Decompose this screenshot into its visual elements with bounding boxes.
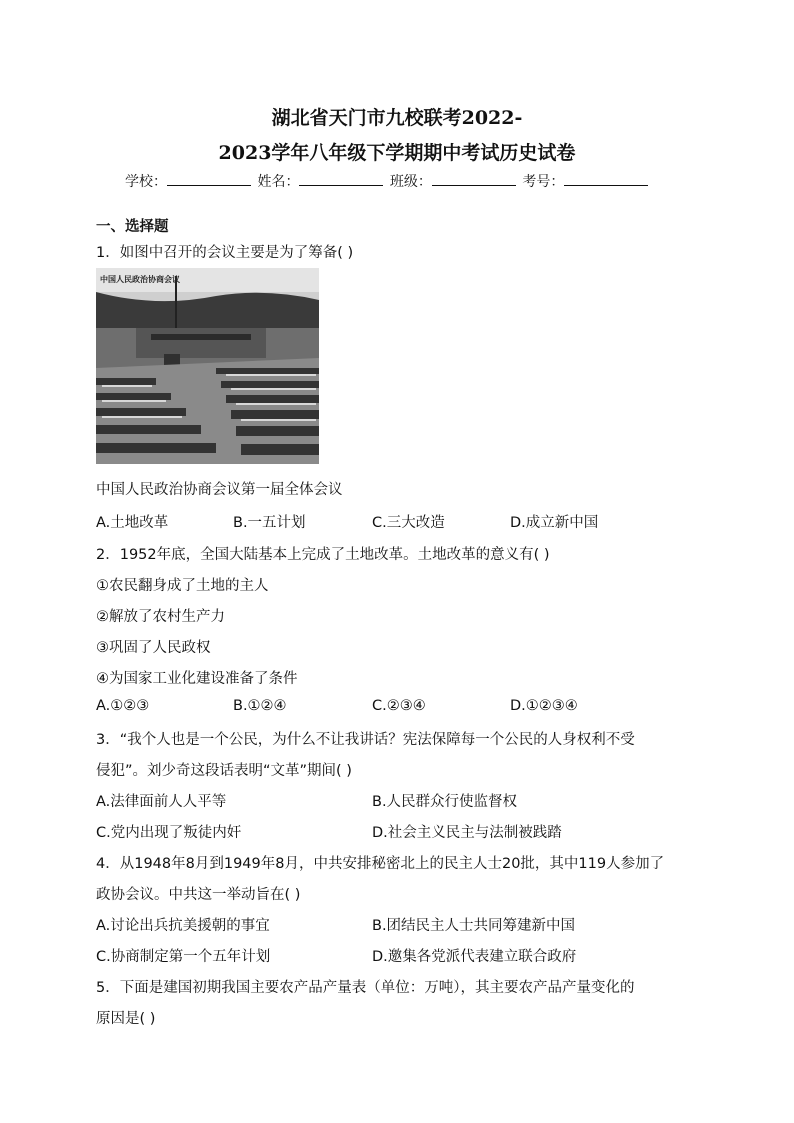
name-label: 姓名： [257, 174, 300, 190]
q2-option-c[interactable]: C.②③④ [372, 698, 426, 714]
q2-option-b[interactable]: B.①②④ [233, 698, 287, 714]
q2-item-4: ④为国家工业化建设准备了条件 [96, 671, 298, 687]
q4-stem-line1: 4．从1948年8月到1949年8月，中共安排秘密北上的民主人士20批，其中119人参加了 [96, 856, 665, 872]
number-blank[interactable] [564, 172, 648, 186]
q1-option-c[interactable]: C.三大改造 [372, 515, 445, 531]
q3-option-b[interactable]: B.人民群众行使监督权 [372, 794, 518, 810]
q3-option-a[interactable]: A.法律面前人人平等 [96, 794, 227, 810]
q2-option-a[interactable]: A.①②③ [96, 698, 150, 714]
q3-stem-line1: 3．“我个人也是一个公民，为什么不让我讲话？宪法保障每一个公民的人身权利不受 [96, 732, 635, 748]
q4-option-c[interactable]: C.协商制定第一个五年计划 [96, 949, 271, 965]
q4-stem-line2: 政协会议。中共这一举动旨在( ) [96, 887, 301, 903]
number-label: 考号： [522, 174, 565, 190]
q2-stem: 2．1952年底，全国大陆基本上完成了土地改革。土地改革的意义有( ) [96, 547, 550, 563]
q3-option-d[interactable]: D.社会主义民主与法制被践踏 [372, 825, 562, 841]
q1-option-d[interactable]: D.成立新中国 [510, 515, 599, 531]
q2-option-d[interactable]: D.①②③④ [510, 698, 578, 714]
q1-photo-caption: 中国人民政治协商会议第一届全体会议 [96, 482, 343, 498]
q2-item-3: ③巩固了人民政权 [96, 640, 211, 656]
q3-option-c[interactable]: C.党内出现了叛徒内奸 [96, 825, 242, 841]
q2-item-1: ①农民翻身成了土地的主人 [96, 578, 269, 594]
conference-photo-illustration [96, 268, 319, 464]
school-blank[interactable] [167, 172, 251, 186]
exam-title-line2: 2023学年八年级下学期期中考试历史试卷 [218, 142, 576, 164]
q1-option-a[interactable]: A.土地改革 [96, 515, 169, 531]
exam-title-line1: 湖北省天门市九校联考2022- [271, 107, 523, 129]
class-label: 班级： [389, 174, 432, 190]
q4-option-b[interactable]: B.团结民主人士共同筹建新中国 [372, 918, 576, 934]
q1-stem: 1．如图中召开的会议主要是为了筹备( ) [96, 245, 354, 261]
conference-photo [96, 268, 319, 464]
q3-stem-line2: 侵犯”。刘少奇这段话表明“文革”期间( ) [96, 763, 352, 779]
q5-stem-line1: 5．下面是建国初期我国主要农产品产量表（单位：万吨），其主要农产品产量变化的 [96, 980, 635, 996]
q2-item-2: ②解放了农村生产力 [96, 609, 225, 625]
q5-stem-line2: 原因是( ) [96, 1011, 156, 1027]
school-label: 学校： [125, 174, 167, 190]
name-blank[interactable] [299, 172, 383, 186]
photo-banner-text: 中国人民政治协商会议 [100, 275, 180, 284]
q4-option-d[interactable]: D.邀集各党派代表建立联合政府 [372, 949, 577, 965]
q4-option-a[interactable]: A.讨论出兵抗美援朝的事宜 [96, 918, 270, 934]
student-info-row [125, 171, 650, 191]
q1-option-b[interactable]: B.一五计划 [233, 515, 306, 531]
class-blank[interactable] [432, 172, 516, 186]
section-heading: 一、选择题 [96, 219, 169, 235]
